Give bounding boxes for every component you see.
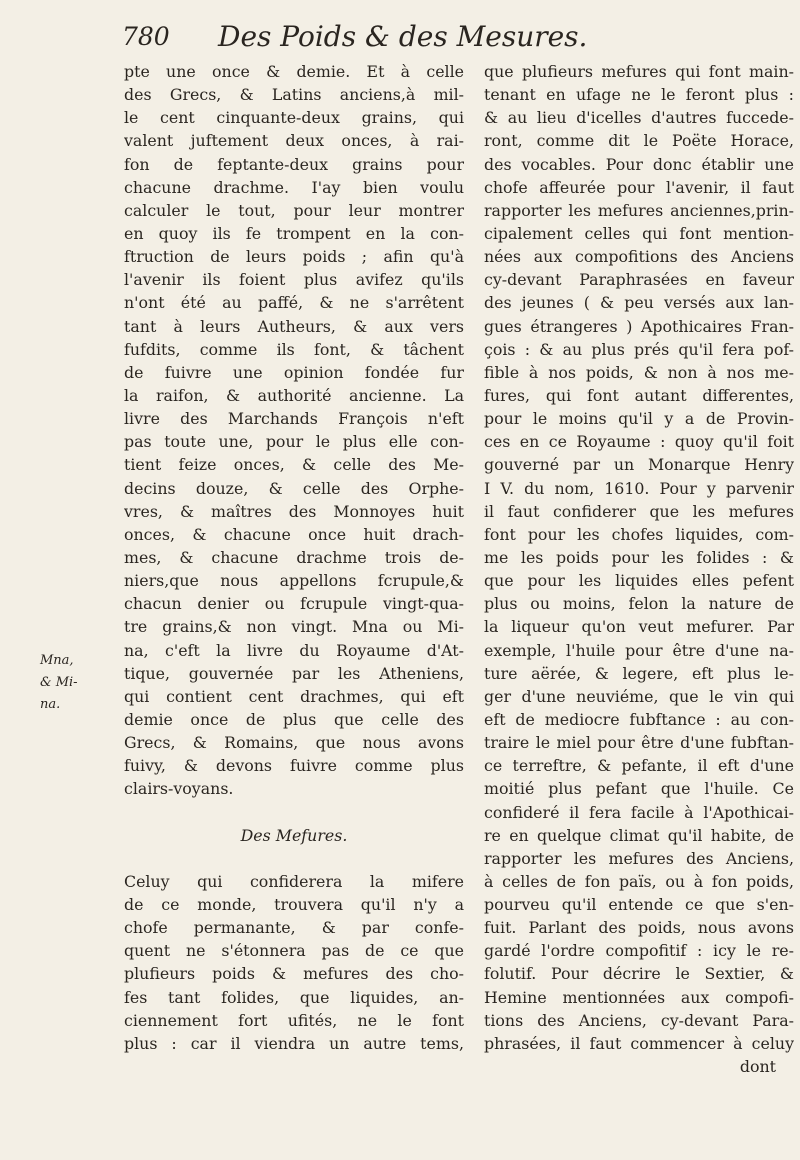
text-line: rapporter les mefures anciennes,prin- [484,200,794,220]
text-line: tique, gouvernée par les Atheniens, [124,663,464,683]
text-line: chofe permanante, & par confe- [124,918,464,938]
running-title: Des Poids & des Mesures. [218,20,588,53]
text-line: fuit. Parlant des poids, nous avons [484,918,794,938]
text-line: pourveu qu'il entende ce que s'en- [484,895,794,915]
text-line: çois : & au plus prés qu'il fera pof- [484,339,794,359]
text-line: font pour les chofes liquides, com- [484,524,794,544]
text-line: cy-devant Paraphrasées en faveur [484,270,794,290]
text-line: fufdits, comme ils font, & tâchent [124,339,464,359]
margin-note-line: Mna, [40,653,74,668]
text-line: na, c'eft la livre du Royaume d'At- [124,640,464,660]
text-line: pas toute une, pour le plus elle con- [124,432,464,452]
text-line: fuivy, & devons fuivre comme plus [124,756,464,776]
text-line: qui contient cent drachmes, qui eft [124,686,464,706]
text-line: des jeunes ( & peu versés aux lan- [484,293,794,313]
text-line: l'avenir ils foient plus avifez qu'ils [124,270,464,290]
text-line: pour le moins qu'il y a de Provin- [484,409,794,429]
text-line: de fuivre une opinion fondée fur [124,362,464,382]
text-line: en quoy ils fe trompent en la con- [124,223,464,243]
text-line: tenant en ufage ne le feront plus : [484,85,794,105]
text-line: demie once de plus que celle des [124,709,464,729]
text-line: livre des Marchands François n'eft [124,409,464,429]
text-line: vres, & maîtres des Monnoyes huit [124,501,464,521]
text-line: rapporter les mefures des Anciens, [484,848,794,868]
text-line: gues étrangeres ) Apothicaires Fran- [484,316,794,336]
margin-note [40,650,112,716]
text-line: I V. du nom, 1610. Pour y parvenir [484,478,794,498]
text-line: onces, & chacune once huit drach- [124,524,464,544]
text-line: ces en ce Royaume : quoy qu'il foit [484,432,794,452]
text-line: moitié plus pefant que l'huile. Ce [484,779,794,799]
margin-note-line: & Mi- [40,675,78,690]
text-line: confideré il fera facile à l'Apothicai- [484,802,794,822]
text-line: fes tant folides, que liquides, an- [124,987,464,1007]
catchword: dont [739,1057,776,1077]
text-line: ciennement fort ufités, ne le font [124,1010,464,1030]
text-line: tions des Anciens, cy-devant Para- [484,1010,794,1030]
text-line: chacun denier ou fcrupule vingt-qua- [124,594,464,614]
text-line: gardé l'ordre compofitif : icy le re- [484,941,794,961]
text-line: cipalement celles qui font mention- [484,223,794,243]
text-line: traire le miel pour être d'une fubftan- [484,733,794,753]
text-line: tant à leurs Autheurs, & aux vers [124,316,464,336]
text-line: chofe affeurée pour l'avenir, il faut [484,177,794,197]
text-line: ftruction de leurs poids ; afin qu'à [124,247,464,267]
spacer [124,801,464,824]
text-line: chacune drachme. I'ay bien voulu [124,177,464,197]
text-line: decins douze, & celle des Orphe- [124,478,464,498]
text-line: niers,que nous appellons fcrupule,& [124,571,464,591]
text-line: valent juftement deux onces, à rai- [124,131,464,151]
text-line: plus ou moins, felon la nature de [484,594,794,614]
text-line: ce terreftre, & pefante, il eft d'une [484,756,794,776]
text-line: tient feize onces, & celle des Me- [124,455,464,475]
text-line: ture aërée, & legere, eft plus le- [484,663,794,683]
text-line: calculer le tout, pour leur montrer [124,200,464,220]
text-line: me les poids pour les folides : & [484,547,794,567]
text-line: il faut confiderer que les mefures [484,501,794,521]
spacer [124,847,464,870]
text-line: re en quelque climat qu'il habite, de [484,825,794,845]
text-line: & au lieu d'icelles d'autres fuccede- [484,108,794,128]
section-heading: Des Mefures. [240,825,348,845]
text-line: eft de mediocre fubftance : au con- [484,709,794,729]
text-line: fible à nos poids, & non à nos me- [484,362,794,382]
text-line: quent ne s'étonnera pas de ce que [124,941,464,961]
text-line: que pour les liquides elles pefent [484,571,794,591]
text-line: le cent cinquante-deux grains, qui [124,108,464,128]
text-line: fures, qui font autant differentes, [484,385,794,405]
text-line: plus : car il viendra un autre tems, [124,1033,464,1053]
left-column [124,60,464,1055]
text-line: des Grecs, & Latins anciens,à mil- [124,85,464,105]
text-line: phrasées, il faut commencer à celuy [484,1033,794,1053]
text-line: Celuy qui confiderera la mifere [124,871,464,891]
text-line: Hemine mentionnées aux compofi- [484,987,794,1007]
right-column [484,60,794,1078]
text-line: Grecs, & Romains, que nous avons [124,733,464,753]
page-header [118,20,678,60]
text-line: que plufieurs mefures qui font main- [484,62,794,81]
text-line: pte une once & demie. Et à celle [124,62,464,81]
text-line: ger d'une neuviéme, que le vin qui [484,686,794,706]
text-line: des vocables. Pour donc établir une [484,154,794,174]
text-line: la raifon, & authorité ancienne. La [124,385,464,405]
text-line: exemple, l'huile pour être d'une na- [484,640,794,660]
text-line: à celles de fon païs, ou à fon poids, [484,871,794,891]
text-line: gouverné par un Monarque Henry [484,455,794,475]
text-line: nées aux compofitions des Anciens [484,247,794,267]
text-line: de ce monde, trouvera qu'il n'y a [124,895,464,915]
text-line: n'ont été au paffé, & ne s'arrêtent [124,293,464,313]
margin-note-line: na. [40,697,61,712]
text-line: tre grains,& non vingt. Mna ou Mi- [124,617,464,637]
text-line: la liqueur qu'on veut mefurer. Par [484,617,794,637]
text-line: ront, comme dit le Poëte Horace, [484,131,794,151]
page-number: 780 [122,22,170,51]
text-line: plufieurs poids & mefures des cho- [124,964,464,984]
text-line: mes, & chacune drachme trois de- [124,547,464,567]
text-line: folutif. Pour décrire le Sextier, & [484,964,794,984]
text-line: clairs-voyans. [124,779,234,799]
text-line: fon de feptante-deux grains pour [124,154,464,174]
